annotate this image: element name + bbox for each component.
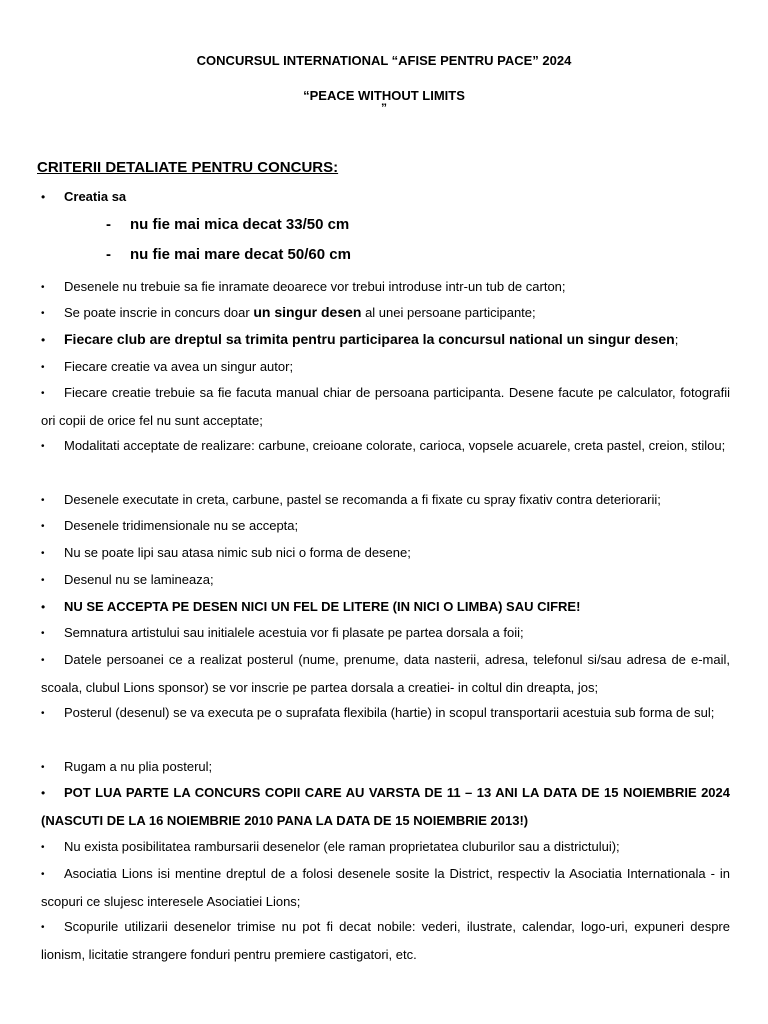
list-item-20 bbox=[41, 913, 730, 968]
list-item-15 bbox=[41, 699, 730, 727]
sub-item-1-text: nu fie mai mica decat 33/50 cm bbox=[130, 216, 350, 233]
list-item-10-text: Nu se poate lipi sau atasa nimic sub nici o forma de desene; bbox=[64, 545, 411, 560]
list-item-11-text: Desenul nu se lamineaza; bbox=[64, 572, 214, 587]
bullet-icon: • bbox=[41, 333, 46, 347]
sub-item-1 bbox=[106, 216, 349, 233]
list-item-7 bbox=[41, 432, 730, 460]
bullet-icon: • bbox=[41, 655, 45, 666]
list-item-1 bbox=[41, 183, 730, 211]
sub-item-2-text: nu fie mai mare decat 50/60 cm bbox=[130, 246, 351, 263]
list-item-8 bbox=[41, 486, 730, 514]
bullet-icon: • bbox=[41, 495, 45, 506]
bullet-icon: • bbox=[41, 842, 45, 853]
dash-icon: - bbox=[106, 216, 111, 233]
list-item-18 bbox=[41, 833, 730, 861]
bullet-icon: • bbox=[41, 308, 45, 319]
list-item-4-post: ; bbox=[674, 332, 679, 347]
bullet-icon: • bbox=[41, 575, 45, 586]
list-item-13-text: Semnatura artistului sau initialele acestuia vor fi plasate pe partea dorsala a foii; bbox=[64, 625, 524, 640]
bullet-icon: • bbox=[41, 922, 45, 933]
bullet-icon: • bbox=[41, 190, 46, 204]
list-item-3-post: al unei persoane participante; bbox=[361, 305, 536, 320]
list-item-3-bold: un singur desen bbox=[253, 304, 362, 320]
list-item-17 bbox=[41, 779, 730, 834]
list-item-20-text: Scopurile utilizarii desenelor trimise nu pot fi decat nobile: vederi, ilustrate, calendar, logo-uri, expuneri despre lionism, licitatie strangere fonduri pentru premiere castigatori, etc. bbox=[41, 919, 730, 962]
list-item-6 bbox=[41, 379, 730, 434]
list-item-17-text: POT LUA PARTE LA CONCURS COPII CARE AU VARSTA DE 11 – 13 ANI LA DATA DE 15 NOIEMBRIE 2024 (NASCUTI DE LA 16 NOIEMBRIE 2010 PANA LA DATA DE 15 NOIEMBRIE 2013!) bbox=[41, 785, 730, 828]
list-item-16 bbox=[41, 753, 730, 781]
list-item-6-text: Fiecare creatie trebuie sa fie facuta manual chiar de persoana participanta. Desene facute pe calculator, fotografii ori copii de orice fel nu sunt acceptate; bbox=[41, 385, 730, 428]
list-item-15-text: Posterul (desenul) se va executa pe o suprafata flexibila (hartie) in scopul transportarii acestuia sub forma de sul; bbox=[64, 705, 715, 720]
list-item-5 bbox=[41, 353, 730, 381]
bullet-icon: • bbox=[41, 388, 45, 399]
list-item-3-pre: Se poate inscrie in concurs doar bbox=[64, 305, 254, 320]
bullet-icon: • bbox=[41, 708, 45, 719]
list-item-8-text: Desenele executate in creta, carbune, pastel se recomanda a fi fixate cu spray fixativ contra deteriorarii; bbox=[64, 492, 661, 507]
bullet-icon: • bbox=[41, 548, 45, 559]
list-item-9 bbox=[41, 512, 730, 540]
list-item-2-text: Desenele nu trebuie sa fie inramate deoarece vor trebui introduse intr-un tub de carton; bbox=[64, 279, 566, 294]
list-item-19-text: Asociatia Lions isi mentine dreptul de a folosi desenele sosite la District, respectiv la Asociatia Internationala - in scopuri ce slujesc interesele Asociatiei Lions; bbox=[41, 866, 730, 909]
subtitle-closing-quote: ” bbox=[381, 101, 387, 115]
list-item-5-text: Fiecare creatie va avea un singur autor; bbox=[64, 359, 294, 374]
bullet-icon: • bbox=[41, 282, 45, 293]
list-item-16-text: Rugam a nu plia posterul; bbox=[64, 759, 213, 774]
bullet-icon: • bbox=[41, 628, 45, 639]
list-item-10 bbox=[41, 539, 730, 567]
bullet-icon: • bbox=[41, 362, 45, 373]
list-item-18-text: Nu exista posibilitatea rambursarii desenelor (ele raman proprietatea cluburilor sau a districtului); bbox=[64, 839, 620, 854]
list-item-14-text: Datele persoanei ce a realizat posterul (nume, prenume, data nasterii, adresa, telefonul si/sau adresa de e-mail, scoala, clubul Lions sponsor) se vor inscrie pe partea dorsala a creatiei- in coltul din dreapta, jos; bbox=[41, 652, 730, 695]
list-item-3 bbox=[41, 299, 730, 327]
sub-item-2 bbox=[106, 246, 351, 263]
list-item-14 bbox=[41, 646, 730, 701]
list-item-12-text: NU SE ACCEPTA PE DESEN NICI UN FEL DE LITERE (IN NICI O LIMBA) SAU CIFRE! bbox=[64, 599, 581, 614]
document-title: CONCURSUL INTERNATIONAL “AFISE PENTRU PACE” 2024 bbox=[196, 53, 572, 68]
list-item-4-bold: Fiecare club are dreptul sa trimita pentru participarea la concursul national un singur desen bbox=[64, 331, 675, 347]
bullet-icon: • bbox=[41, 521, 45, 532]
list-item-9-text: Desenele tridimensionale nu se accepta; bbox=[64, 518, 299, 533]
bullet-icon: • bbox=[41, 441, 45, 452]
dash-icon: - bbox=[106, 246, 111, 263]
list-item-2 bbox=[41, 273, 730, 301]
list-item-13 bbox=[41, 619, 730, 647]
bullet-icon: • bbox=[41, 600, 46, 614]
bullet-icon: • bbox=[41, 762, 45, 773]
bullet-icon: • bbox=[41, 869, 45, 880]
bullet-icon: • bbox=[41, 786, 46, 800]
list-item-11 bbox=[41, 566, 730, 594]
list-item-12 bbox=[41, 593, 730, 621]
list-item-1-text: Creatia sa bbox=[64, 189, 127, 204]
section-heading: CRITERII DETALIATE PENTRU CONCURS: bbox=[37, 159, 339, 176]
list-item-19 bbox=[41, 860, 730, 915]
list-item-4 bbox=[41, 326, 730, 354]
document-subtitle: “PEACE WITHOUT LIMITS bbox=[303, 88, 465, 103]
list-item-7-text: Modalitati acceptate de realizare: carbune, creioane colorate, carioca, vopsele acuarele, creta pastel, creion, stilou; bbox=[64, 438, 726, 453]
